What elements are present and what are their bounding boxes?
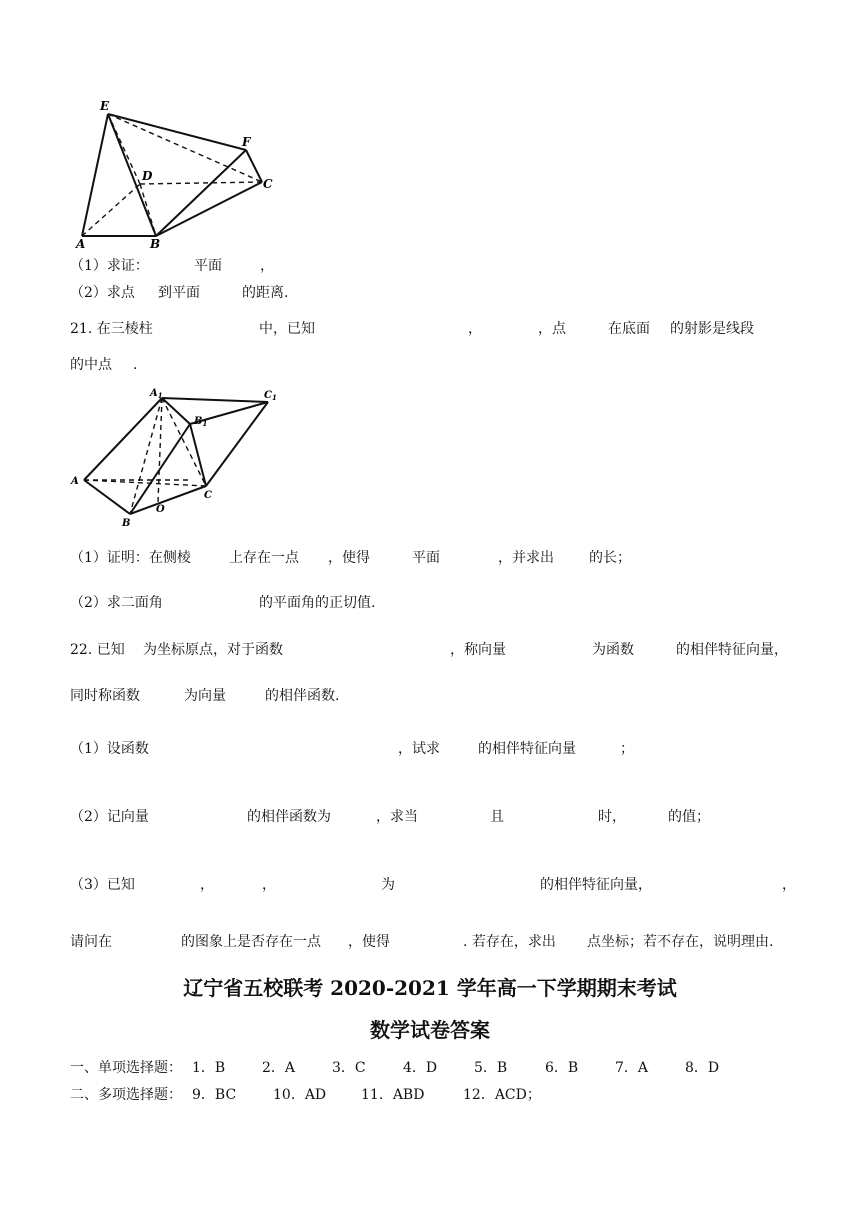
answer-item: 12．ACD； — [463, 1087, 541, 1103]
label-c1: $C_1$ — [264, 390, 277, 402]
q22-line2: 同时称函数 为向量 的相伴函数. — [70, 688, 340, 704]
answer-item: 9．BC — [192, 1087, 237, 1103]
q22-part2: （2）记向量 的相伴函数为 ，求当 且 时， 的值； — [70, 809, 710, 825]
q22-part3: （3）已知 ， ， 为 的相伴特征向量， ， — [70, 877, 796, 893]
figure-polyhedron — [70, 96, 290, 250]
answer-item: 7．A — [615, 1060, 649, 1076]
answer-subtitle: 数学试卷答案 — [370, 1018, 490, 1042]
multi-choice-answers: 二、多项选择题： 9．BC 10．AD 11．ABD 12．ACD； — [70, 1087, 541, 1103]
label-b: B — [150, 237, 161, 250]
q20-part2: （2）求点 到平面 的距离. — [70, 285, 289, 301]
q20-part1: （1）求证： 平面 ， — [70, 258, 274, 274]
label-c: C — [263, 177, 273, 191]
label-a: A — [71, 476, 79, 487]
answer-item: 5．B — [474, 1060, 508, 1076]
q22-part4: 请问在 的图象上是否存在一点 ，使得 . 若存在，求出 点坐标；若不存在，说明理由. — [70, 934, 774, 950]
answer-item: 6．B — [545, 1060, 579, 1076]
label-b1: $B_1$ — [194, 416, 208, 428]
q22-line1: 22. 已知 为坐标原点，对于函数 ，称向量 为函数 的相伴特征向量， — [70, 642, 788, 658]
answer-item: 2．A — [262, 1060, 296, 1076]
answer-item: 3．C — [332, 1060, 366, 1076]
label-c: C — [204, 490, 212, 501]
label-d: D — [142, 169, 153, 183]
figure-prism — [68, 384, 288, 532]
answer-item: 11．ABD — [361, 1087, 425, 1103]
label-b: B — [122, 518, 131, 529]
label-a: A — [76, 237, 86, 250]
answer-item: 1．B — [192, 1060, 226, 1076]
label-o: O — [156, 504, 165, 515]
label-f: F — [242, 135, 251, 149]
q22-part1: （1）设函数 ，试求 的相伴特征向量 ； — [70, 741, 634, 757]
q21-part2: （2）求二面角 的平面角的正切值. — [70, 595, 376, 611]
answer-item: 4．D — [403, 1060, 438, 1076]
answer-title: 辽宁省五校联考 2020-2021 学年高一下学期期末考试 — [183, 976, 677, 1000]
label-a1: $A_1$ — [150, 388, 163, 400]
answer-item: 10．AD — [273, 1087, 327, 1103]
answer-item: 8．D — [685, 1060, 720, 1076]
q21-line2: 的中点 . — [70, 357, 138, 373]
q21-part1: （1）证明：在侧棱 上存在一点 ，使得 平面 ，并求出 的长； — [70, 550, 631, 566]
label-e: E — [100, 99, 110, 113]
single-choice-answers: 一、单项选择题： 1．B 2．A 3．C 4．D 5．B 6．B 7．A 8．D — [70, 1060, 720, 1076]
q21-line1: 21. 在三棱柱 中，已知 ， ，点 在底面 的射影是线段 — [70, 321, 754, 337]
